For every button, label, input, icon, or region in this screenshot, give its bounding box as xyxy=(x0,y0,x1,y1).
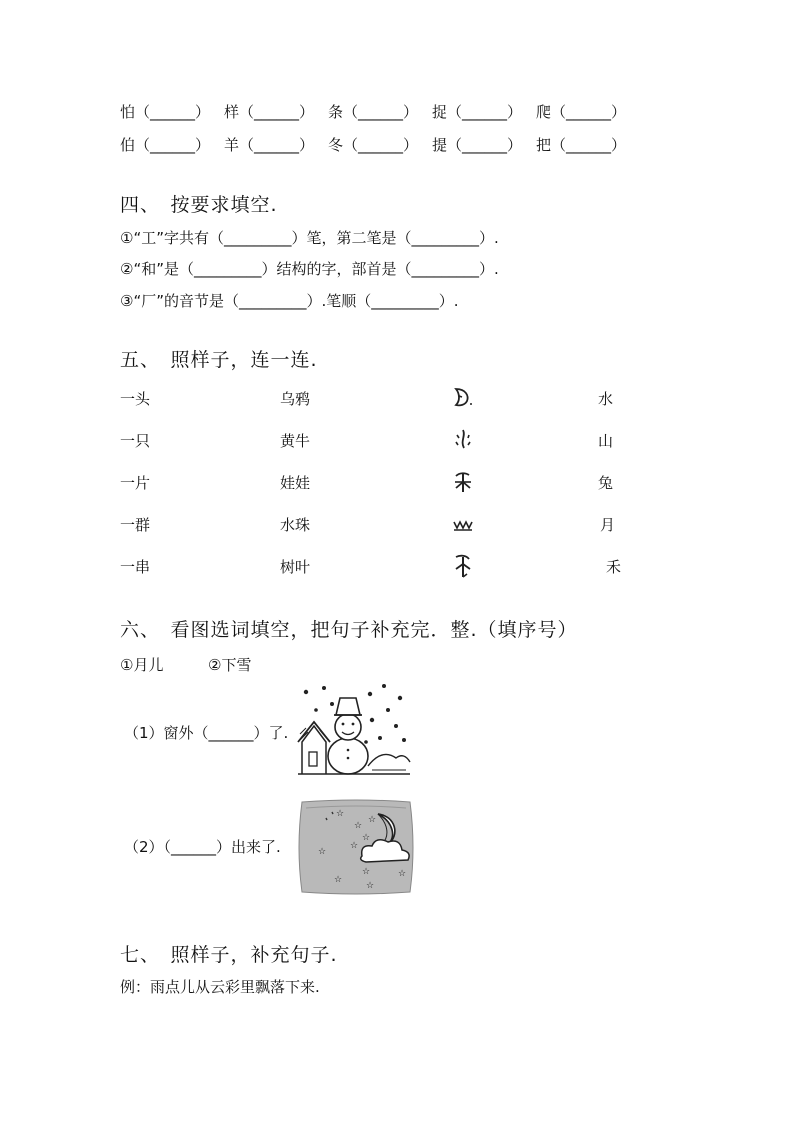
measure-word: 一只 xyxy=(120,432,151,450)
ancient-grain-glyph-icon xyxy=(452,553,474,579)
option-1: ①月儿 xyxy=(120,656,164,674)
noun-word: 树叶 xyxy=(280,558,311,576)
word-pair-1-3: 条（______） xyxy=(328,103,419,121)
svg-text:☆: ☆ xyxy=(398,869,407,879)
example-sentence: 例：雨点儿从云彩里飘落下来. xyxy=(120,978,320,996)
section6-question-2: （2）（______）出来了. xyxy=(124,838,281,856)
svg-text:☆: ☆ xyxy=(334,875,343,885)
word-pair-2-3: 冬（______） xyxy=(328,136,419,154)
section7-heading: 七、 照样子，补充句子. xyxy=(120,944,338,966)
word-pair-1-4: 捉（______） xyxy=(432,103,523,121)
section6-heading: 六、 看图选词填空，把句子补充完．整.（填序号） xyxy=(120,619,578,641)
svg-text:☆: ☆ xyxy=(368,815,377,825)
modern-character: 山 xyxy=(598,432,614,450)
word-pair-2-1: 伯（______） xyxy=(120,136,211,154)
noun-word: 水珠 xyxy=(280,516,311,534)
section4-question-1: ①“工”字共有（_________）笔，第二笔是（_________）. xyxy=(120,229,499,247)
svg-text:☆: ☆ xyxy=(350,841,359,851)
noun-word: 乌鸦 xyxy=(280,390,311,408)
moon-night-picture xyxy=(296,798,416,896)
svg-text:☆: ☆ xyxy=(362,867,371,877)
word-pair-1-5: 爬（______） xyxy=(536,103,627,121)
ancient-rabbit-glyph-icon xyxy=(452,470,474,494)
ancient-water-glyph-icon xyxy=(452,428,474,452)
svg-text:☆: ☆ xyxy=(318,847,327,857)
word-pair-2-2: 羊（______） xyxy=(224,136,315,154)
section6-question-1: （1）窗外（______）了. xyxy=(124,724,289,742)
noun-word: 娃娃 xyxy=(280,474,311,492)
word-pair-2-4: 提（______） xyxy=(432,136,523,154)
section4-question-3: ③“厂”的音节是（_________）.笔顺（_________）. xyxy=(120,292,459,310)
measure-word: 一群 xyxy=(120,516,151,534)
modern-character: 兔 xyxy=(598,474,614,492)
modern-character: 月 xyxy=(600,516,616,534)
ancient-moon-glyph-icon xyxy=(452,386,474,410)
measure-word: 一串 xyxy=(120,558,151,576)
measure-word: 一头 xyxy=(120,390,151,408)
modern-character: 禾 xyxy=(606,558,622,576)
svg-text:☆: ☆ xyxy=(366,881,375,891)
word-pair-2-5: 把（______） xyxy=(536,136,627,154)
word-pair-1-2: 样（______） xyxy=(224,103,315,121)
section4-heading: 四、 按要求填空. xyxy=(120,194,278,216)
section4-question-2: ②“和”是（_________）结构的字，部首是（_________）. xyxy=(120,260,499,278)
svg-text:☆: ☆ xyxy=(336,809,345,819)
noun-word: 黄牛 xyxy=(280,432,311,450)
svg-text:☆: ☆ xyxy=(362,833,371,843)
word-pair-1-1: 怕（______） xyxy=(120,103,211,121)
modern-character: 水 xyxy=(598,390,614,408)
svg-text:☆: ☆ xyxy=(354,821,363,831)
snowman-picture xyxy=(296,682,412,778)
ancient-mountain-glyph-icon xyxy=(452,514,474,538)
section5-heading: 五、 照样子，连一连. xyxy=(120,349,318,371)
option-2: ②下雪 xyxy=(208,656,252,674)
measure-word: 一片 xyxy=(120,474,151,492)
